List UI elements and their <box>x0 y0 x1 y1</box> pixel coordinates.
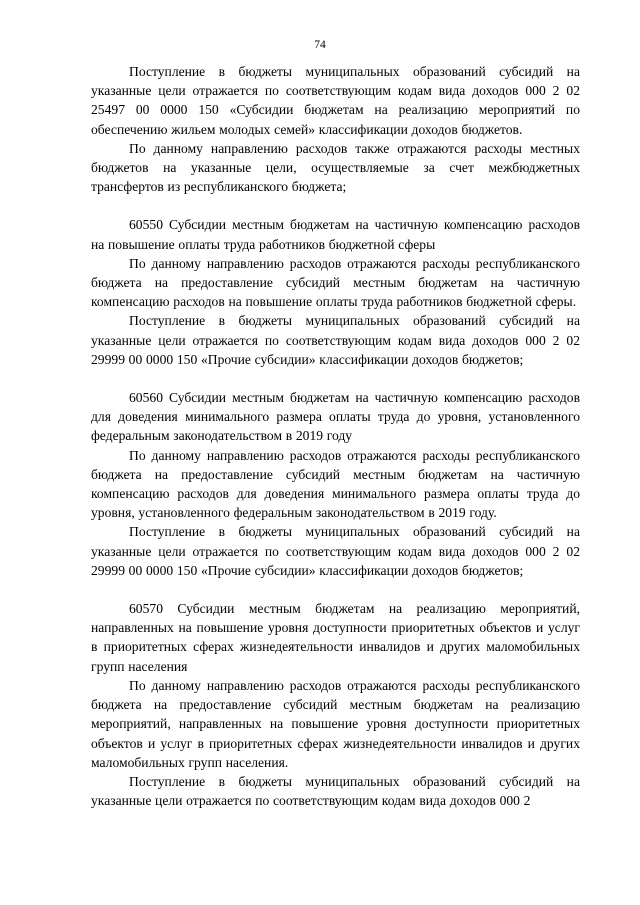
section-spacer <box>91 580 580 599</box>
paragraph: По данному направлению расходов отражаются расходы республиканского бюджета на предоставление субсидий местным бюджетам на реализацию мероприятий, направленных на повышение уровня доступности приоритетных объектов и услуг в приоритетных сферах жизнедеятельности инвалидов и других маломобильных групп населения. <box>91 677 580 770</box>
paragraph: По данному направлению расходов отражаются расходы республиканского бюджета на предоставление субсидий местным бюджетам на частичную компенсацию расходов на повышение оплаты труда работников бюджетной сферы. <box>91 255 580 310</box>
paragraph: По данному направлению расходов отражаются расходы республиканского бюджета на предоставление субсидий местным бюджетам на частичную компенсацию расходов для доведения минимального размера оплаты труда до уровня, установленного федеральным законодательством в 2019 году. <box>91 447 580 521</box>
paragraph: 60550 Субсидии местным бюджетам на частичную компенсацию расходов на повышение оплаты труда работников бюджетной сферы <box>91 217 580 252</box>
section-spacer <box>91 196 580 215</box>
paragraph: Поступление в бюджеты муниципальных образований субсидий на указанные цели отражается по соответствующим кодам вида доходов 000 2 <box>91 773 580 809</box>
paragraph: Поступление в бюджеты муниципальных образований субсидий на указанные цели отражается по соответствующим кодам вида доходов 000 2 02 29999 00 0000 150 «Прочие субсидии» классификации доходов бюджетов; <box>91 313 580 367</box>
document-body <box>91 62 580 810</box>
page-number: 74 <box>314 39 326 51</box>
paragraph: Поступление в бюджеты муниципальных образований субсидий на указанные цели отражается по соответствующим кодам вида доходов 000 2 02 29999 00 0000 150 «Прочие субсидии» классификации доходов бюджетов; <box>91 524 580 578</box>
paragraph: Поступление в бюджеты муниципальных образований субсидий на указанные цели отражается по соответствующим кодам вида доходов 000 2 02 25497 00 0000 150 «Субсидии бюджетам на реализацию мероприятий по обеспечению жильем молодых семей» классификации доходов бюджетов. <box>91 64 580 137</box>
paragraph: По данному направлению расходов также отражаются расходы местных бюджетов на указанные цели, осуществляемые за счет межбюджетных трансфертов из республиканского бюджета; <box>91 140 580 195</box>
paragraph: 60560 Субсидии местным бюджетам на частичную компенсацию расходов для доведения минимального размера оплаты труда до уровня, установленного федеральным законодательством в 2019 году <box>91 390 580 444</box>
paragraph: 60570 Субсидии местным бюджетам на реализацию мероприятий, направленных на повышение уровня доступности приоритетных объектов и услуг в приоритетных сферах жизнедеятельности инвалидов и других маломобильных групп населения <box>91 601 580 674</box>
section-spacer <box>91 369 580 388</box>
